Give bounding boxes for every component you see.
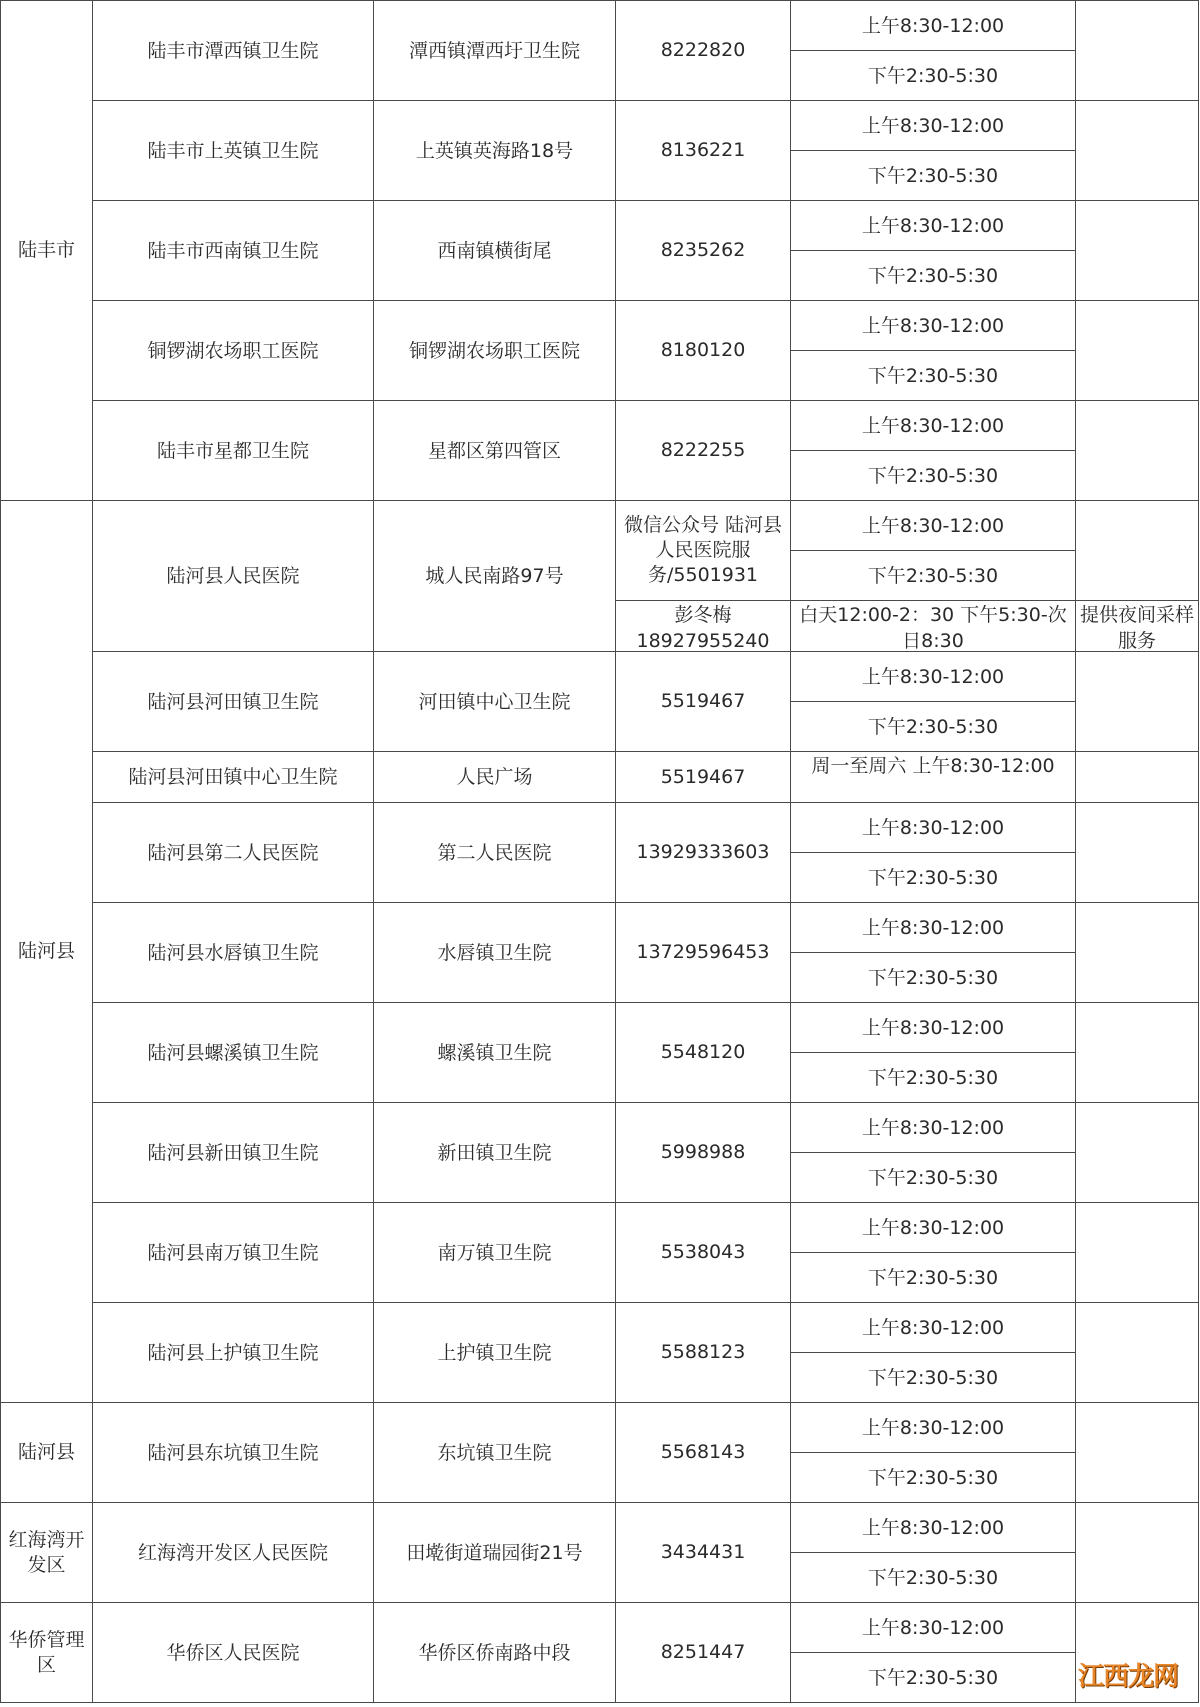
hospital-name-cell: 陆丰市星都卫生院 (93, 401, 374, 501)
phone-cell: 8222820 (616, 1, 791, 101)
hospital-name-cell: 陆河县南万镇卫生院 (93, 1203, 374, 1303)
phone-cell: 5519467 (616, 752, 791, 803)
address-cell: 新田镇卫生院 (374, 1103, 616, 1203)
time-slot-cell: 上午8:30-12:00 (791, 1203, 1076, 1253)
remark-cell (1076, 1103, 1199, 1203)
address-cell: 潭西镇潭西圩卫生院 (374, 1, 616, 101)
time-slot-cell: 上午8:30-12:00 (791, 401, 1076, 451)
hospital-name-cell: 铜锣湖农场职工医院 (93, 301, 374, 401)
remark-cell (1076, 101, 1199, 201)
time-slot-cell: 上午8:30-12:00 (791, 1603, 1076, 1653)
hospital-name-cell: 陆河县河田镇中心卫生院 (93, 752, 374, 803)
phone-cell: 13929333603 (616, 803, 791, 903)
time-slot-cell: 上午8:30-12:00 (791, 903, 1076, 953)
region-cell: 陆丰市 (1, 1, 93, 501)
remark-cell (1076, 1303, 1199, 1403)
time-slot-cell: 下午2:30-5:30 (791, 51, 1076, 101)
time-slot-cell: 上午8:30-12:00 (791, 1503, 1076, 1553)
time-slot-cell: 上午8:30-12:00 (791, 201, 1076, 251)
time-slot-cell: 下午2:30-5:30 (791, 1053, 1076, 1103)
phone-cell: 8235262 (616, 201, 791, 301)
remark-cell (1076, 752, 1199, 803)
phone-cell: 8180120 (616, 301, 791, 401)
address-cell: 水唇镇卫生院 (374, 903, 616, 1003)
region-cell: 陆河县 (1, 1403, 93, 1503)
hospital-name-cell: 陆河县人民医院 (93, 501, 374, 652)
night-contact-cell (616, 601, 791, 652)
time-slot-cell: 下午2:30-5:30 (791, 151, 1076, 201)
phone-cell: 5998988 (616, 1103, 791, 1203)
hospital-name-cell: 陆丰市潭西镇卫生院 (93, 1, 374, 101)
table-row (1, 401, 1199, 451)
time-slot-cell: 上午8:30-12:00 (791, 1003, 1076, 1053)
table-row (1, 501, 1199, 551)
time-slot-cell: 下午2:30-5:30 (791, 702, 1076, 752)
hospital-name-cell: 陆河县东坑镇卫生院 (93, 1403, 374, 1503)
address-cell: 铜锣湖农场职工医院 (374, 301, 616, 401)
hospital-name-cell: 陆河县第二人民医院 (93, 803, 374, 903)
remark-cell (1076, 1, 1199, 101)
table-row (1, 1, 1199, 51)
hospital-name-cell: 陆河县螺溪镇卫生院 (93, 1003, 374, 1103)
night-remark-cell (1076, 601, 1199, 652)
address-cell: 河田镇中心卫生院 (374, 652, 616, 752)
time-slot-cell: 上午8:30-12:00 (791, 1103, 1076, 1153)
phone-cell: 5568143 (616, 1403, 791, 1503)
address-cell: 上护镇卫生院 (374, 1303, 616, 1403)
time-slot-cell: 上午8:30-12:00 (791, 803, 1076, 853)
address-cell: 第二人民医院 (374, 803, 616, 903)
address-cell: 螺溪镇卫生院 (374, 1003, 616, 1103)
time-slot-cell: 上午8:30-12:00 (791, 652, 1076, 702)
night-time-cell (791, 601, 1076, 652)
address-cell: 城人民南路97号 (374, 501, 616, 652)
time-slot-cell-text: 周一至周六 上午8:30-12:00 (811, 755, 1055, 777)
time-slot-cell: 上午8:30-12:00 (791, 301, 1076, 351)
time-slot-cell: 下午2:30-5:30 (791, 251, 1076, 301)
table-row (1, 201, 1199, 251)
table-row (1, 1203, 1199, 1253)
phone-cell: 5548120 (616, 1003, 791, 1103)
time-slot-cell: 下午2:30-5:30 (791, 351, 1076, 401)
hospital-name-cell: 陆河县河田镇卫生院 (93, 652, 374, 752)
phone-cell: 5588123 (616, 1303, 791, 1403)
phone-cell: 3434431 (616, 1503, 791, 1603)
address-cell: 田墘街道瑞园街21号 (374, 1503, 616, 1603)
address-cell: 南万镇卫生院 (374, 1203, 616, 1303)
phone-cell: 8136221 (616, 101, 791, 201)
time-slot-cell: 下午2:30-5:30 (791, 551, 1076, 601)
time-slot-cell: 下午2:30-5:30 (791, 1253, 1076, 1303)
phone-cell: 5519467 (616, 652, 791, 752)
table-row (1, 301, 1199, 351)
region-cell: 华侨管理区 (1, 1603, 93, 1703)
remark-cell (1076, 401, 1199, 501)
time-slot-cell: 下午2:30-5:30 (791, 1453, 1076, 1503)
time-slot-cell: 下午2:30-5:30 (791, 1353, 1076, 1403)
phone-cell: 8251447 (616, 1603, 791, 1703)
remark-cell (1076, 1203, 1199, 1303)
watermark-logo: 江西龙网 (1077, 1662, 1178, 1692)
hospital-name-cell: 陆河县新田镇卫生院 (93, 1103, 374, 1203)
remark-cell (1076, 501, 1199, 601)
table-body (1, 1, 1199, 1703)
table-row (1, 101, 1199, 151)
region-cell: 陆河县 (1, 501, 93, 1403)
remark-cell (1076, 903, 1199, 1003)
hospital-name-cell: 陆丰市上英镇卫生院 (93, 101, 374, 201)
table-row (1, 752, 1199, 803)
remark-cell (1076, 803, 1199, 903)
hospital-name-cell: 陆丰市西南镇卫生院 (93, 201, 374, 301)
time-slot-cell: 上午8:30-12:00 (791, 1303, 1076, 1353)
phone-cell: 微信公众号 陆河县人民医院服务/5501931 (616, 501, 791, 601)
hospital-name-cell: 红海湾开发区人民医院 (93, 1503, 374, 1603)
hospital-name-cell: 陆河县水唇镇卫生院 (93, 903, 374, 1003)
phone-cell: 8222255 (616, 401, 791, 501)
remark-cell (1076, 301, 1199, 401)
time-slot-cell: 上午8:30-12:00 (791, 1403, 1076, 1453)
time-slot-cell: 上午8:30-12:00 (791, 501, 1076, 551)
remark-cell (1076, 1003, 1199, 1103)
time-slot-cell: 上午8:30-12:00 (791, 101, 1076, 151)
remark-cell (1076, 201, 1199, 301)
table-row (1, 1003, 1199, 1053)
time-slot-cell: 下午2:30-5:30 (791, 853, 1076, 903)
table-row (1, 1403, 1199, 1453)
time-slot-cell: 下午2:30-5:30 (791, 953, 1076, 1003)
address-cell: 人民广场 (374, 752, 616, 803)
phone-cell: 13729596453 (616, 903, 791, 1003)
address-cell: 华侨区侨南路中段 (374, 1603, 616, 1703)
table-row (1, 1303, 1199, 1353)
table-row (1, 903, 1199, 953)
address-cell: 东坑镇卫生院 (374, 1403, 616, 1503)
remark-cell (1076, 1503, 1199, 1603)
time-slot-cell: 上午8:30-12:00 (791, 1, 1076, 51)
hospital-name-cell: 陆河县上护镇卫生院 (93, 1303, 374, 1403)
remark-cell (1076, 652, 1199, 752)
time-slot-cell (791, 752, 1076, 803)
phone-cell: 5538043 (616, 1203, 791, 1303)
table-row (1, 1603, 1199, 1653)
time-slot-cell: 下午2:30-5:30 (791, 1153, 1076, 1203)
night-contact-cell-text: 彭冬梅 18927955240 (636, 604, 770, 650)
table-row (1, 1503, 1199, 1553)
time-slot-cell: 下午2:30-5:30 (791, 1553, 1076, 1603)
night-remark-cell-text: 提供夜间采样服务 (1079, 604, 1194, 650)
time-slot-cell: 下午2:30-5:30 (791, 451, 1076, 501)
table-row (1, 1103, 1199, 1153)
address-cell: 西南镇横街尾 (374, 201, 616, 301)
night-time-cell-text: 白天12:00-2：30 下午5:30-次日8:30 (799, 604, 1067, 650)
address-cell: 星都区第四管区 (374, 401, 616, 501)
region-cell: 红海湾开发区 (1, 1503, 93, 1603)
address-cell: 上英镇英海路18号 (374, 101, 616, 201)
hospital-name-cell: 华侨区人民医院 (93, 1603, 374, 1703)
time-slot-cell: 下午2:30-5:30 (791, 1653, 1076, 1703)
table-row (1, 803, 1199, 853)
remark-cell (1076, 1403, 1199, 1503)
table-row (1, 652, 1199, 702)
